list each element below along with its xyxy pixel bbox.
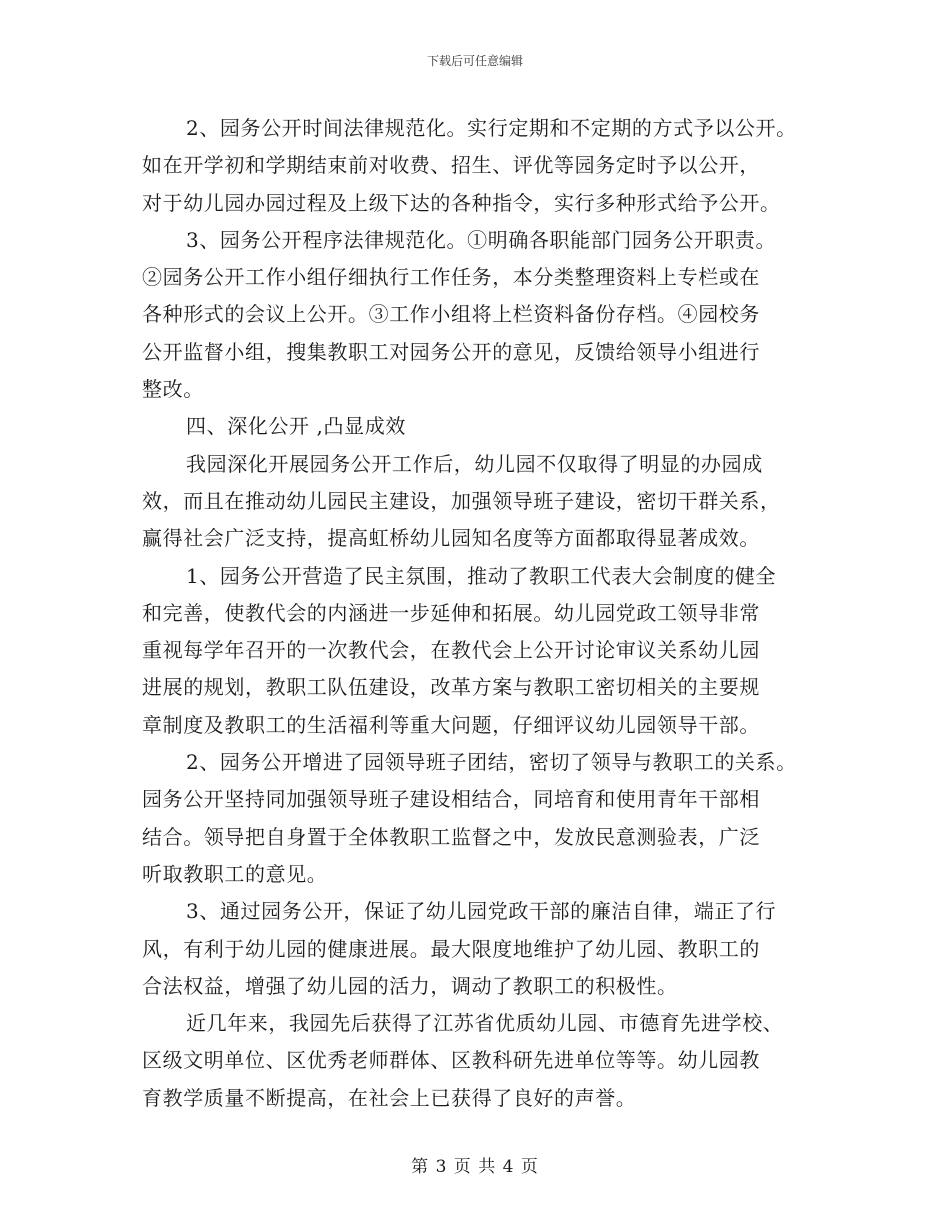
text-line: 园务公开坚持同加强领导班子建设相结合，同培育和使用青年干部相 — [142, 787, 760, 812]
text-line: 整改。 — [142, 377, 204, 402]
text-line: 章制度及教职工的生活福利等重大问题，仔细评议幼儿园领导干部。 — [142, 712, 760, 737]
text-line: 风，有利于幼儿园的健康进展。最大限度地维护了幼儿园、教职工的 — [142, 936, 760, 961]
text-line: 合法权益，增强了幼儿园的活力，调动了教职工的积极性。 — [142, 973, 678, 998]
text-line: 我园深化开展园务公开工作后，幼儿园不仅取得了明显的办园成 — [186, 451, 763, 476]
text-line: 各种形式的会议上公开。③工作小组将上栏资料备份存档。④园校务 — [142, 302, 760, 327]
text-line: 和完善，使教代会的内涵进一步延伸和拓展。幼儿园党政工领导非常 — [142, 600, 760, 625]
text-line: 1、园务公开营造了民主氛围，推动了教职工代表大会制度的健全 — [186, 563, 777, 588]
text-line: 对于幼儿园办园过程及上级下达的各种指令，实行多种形式给予公开。 — [142, 190, 781, 215]
page-number-footer: 第 3 页 共 4 页 — [411, 1157, 539, 1177]
document-body — [142, 110, 842, 1117]
text-line: 近几年来，我园先后获得了江苏省优质幼儿园、市德育先进学校、 — [186, 1011, 784, 1036]
text-line: 重视每学年召开的一次教代会，在教代会上公开讨论审议关系幼儿园 — [142, 638, 760, 663]
text-line: 四、深化公开 ,凸显成效 — [186, 414, 406, 439]
text-line: 效，而且在推动幼儿园民主建设，加强领导班子建设，密切干群关系， — [142, 488, 781, 513]
text-line: 3、园务公开程序法律规范化。①明确各职能部门园务公开职责。 — [186, 227, 777, 252]
text-line: 如在开学初和学期结束前对收费、招生、评优等园务定时予以公开， — [142, 153, 760, 178]
text-line: 赢得社会广泛支持，提高虹桥幼儿园知名度等方面都取得显著成效。 — [142, 526, 760, 551]
text-line: 公开监督小组，搜集教职工对园务公开的意见，反馈给领导小组进行 — [142, 339, 760, 364]
text-line: 育教学质量不断提高，在社会上已获得了良好的声誉。 — [142, 1085, 637, 1110]
text-line: 结合。领导把自身置于全体教职工监督之中，发放民意测验表，广泛 — [142, 824, 760, 849]
text-line: 2、园务公开时间法律规范化。实行定期和不定期的方式予以公开。 — [186, 116, 797, 140]
text-line: 听取教职工的意见。 — [142, 861, 328, 886]
text-line: ②园务公开工作小组仔细执行工作任务，本分类整理资料上专栏或在 — [142, 265, 760, 290]
text-line: 3、通过园务公开，保证了幼儿园党政干部的廉洁自律，端正了行 — [186, 899, 777, 924]
text-line: 区级文明单位、区优秀老师群体、区教科研先进单位等等。幼儿园教 — [142, 1048, 760, 1073]
header-note: 下载后可任意编辑 — [426, 54, 523, 68]
text-line: 进展的规划，教职工队伍建设，改革方案与教职工密切相关的主要规 — [142, 675, 760, 700]
text-line: 2、园务公开增进了园领导班子团结，密切了领导与教职工的关系。 — [186, 750, 797, 775]
